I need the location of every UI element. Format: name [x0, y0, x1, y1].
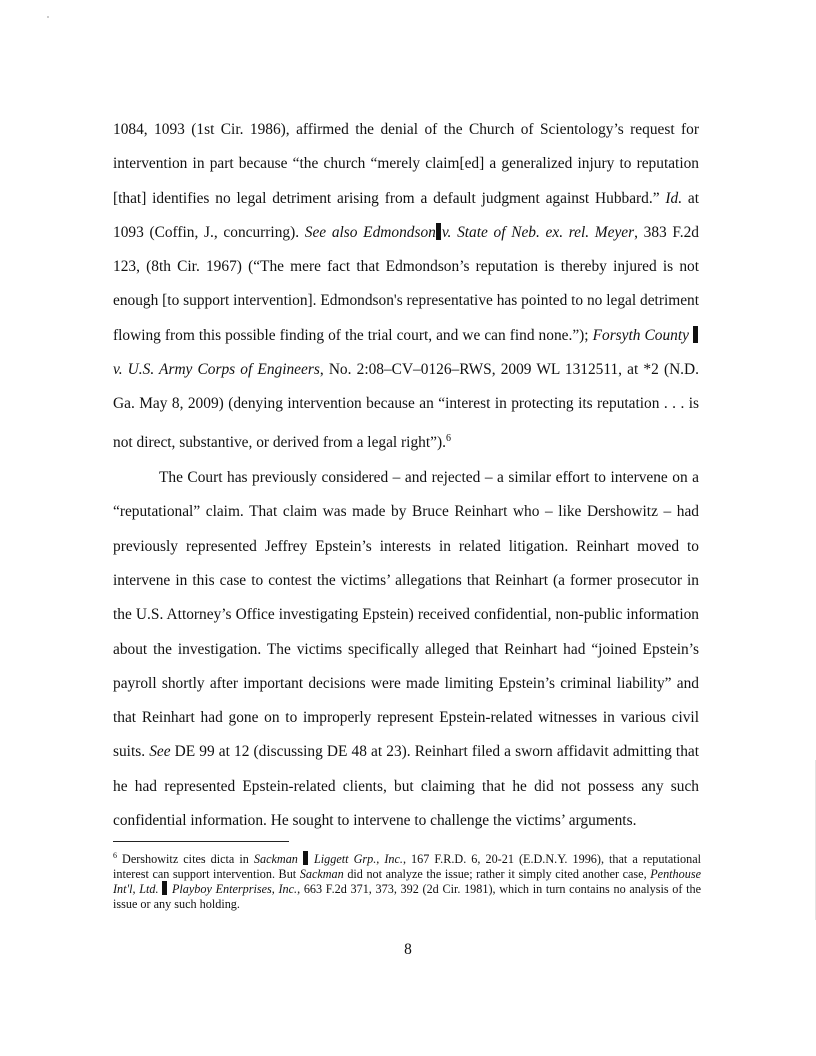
text-run: , 663 F.2d 371, 373, 392 (2d Cir. 1981), which in turn contains no analysis of the issue or any such holding. — [113, 882, 702, 911]
text-run: did not analyze the issue; rather it simply cited another case, — [343, 866, 651, 881]
case-cite: Id. — [665, 189, 683, 207]
text-run: The Court has previously considered – and rejected – a similar effort to intervene on a “reputational” claim. That claim was made by Bruce Reinhart who – like Dershowitz – had previously represented Jeffrey Epstein’s interests in related litigation. Reinhart moved to intervene in this case to contest the victims’ allegations that Reinhart (a former prosecutor in the U.S. Attorney’s Office investigating Epstein) received confidential, non-public information about the investigation. The victims specifically alleged that Reinhart had “joined Epstein’s payroll shortly after important decisions were made limiting Epstein’s criminal liability” and that Reinhart had gone on to improperly represent Epstein-related witnesses in various civil suits. — [113, 469, 699, 761]
paragraph-2 — [113, 461, 699, 838]
redaction-mark — [303, 851, 308, 865]
document-body — [113, 113, 699, 838]
case-cite: Playboy Enterprises, Inc. — [171, 882, 298, 897]
signal-word: See — [149, 743, 171, 761]
footnote-6 — [113, 849, 701, 911]
case-cite: v. U.S. Army Corps of Engineers — [113, 361, 320, 379]
text-run: , 383 F.2d 123, (8th Cir. 1967) (“The mere fact that Edmondson’s reputation is thereby injured is not enough [to support intervention]. Edmondson's representative has pointed to no legal detriment flowing from this possible finding of the trial court, and we can find none.”); — [113, 223, 699, 344]
page-number: 8 — [404, 941, 412, 958]
footnote-ref: 6 — [445, 432, 451, 444]
redaction-mark — [162, 881, 167, 895]
paragraph-1 — [113, 113, 699, 460]
case-cite: Sackman — [253, 852, 298, 867]
text-run: , 167 F.R.D. 6, 20-21 (E.D.N.Y. 1996), that a reputational interest can support intervention. But — [113, 852, 702, 881]
footnote-number: 6 — [113, 851, 117, 860]
text-run: DE 99 at 12 (discussing DE 48 at 23). Reinhart filed a sworn affidavit admitting that he had represented Epstein-related clients, but claiming that he did not possess any such confidential information. He sought to intervene to challenge the victims’ arguments. — [113, 743, 700, 830]
scan-artifact — [47, 16, 49, 18]
case-cite: Forsyth County — [592, 326, 689, 344]
text-run: 1084, 1093 (1st Cir. 1986), affirmed the denial of the Church of Scientology’s request for intervention in part because “the church “merely claim[ed] a generalized injury to reputation [that] identifies no legal detriment arising from a default judgment against Hubbard.” — [113, 121, 699, 207]
case-cite: Sackman — [299, 866, 344, 881]
redaction-mark — [693, 326, 698, 343]
case-cite: Liggett Grp., Inc. — [314, 852, 403, 867]
text-run: at 1093 (Coffin, J., concurring). — [113, 189, 699, 241]
case-cite: See also Edmondson — [304, 223, 436, 241]
text-run: Dershowitz cites dicta in — [117, 852, 254, 867]
redaction-mark — [436, 223, 441, 240]
case-cite: v. State of Neb. ex. rel. Meyer — [441, 223, 635, 241]
footnote-divider — [113, 841, 289, 842]
text-run: , No. 2:08–CV–0126–RWS, 2009 WL 1312511, at *2 (N.D. Ga. May 8, 2009) (denying intervention because an “interest in protecting its reputation . . . is not direct, substantive, or derived from a legal right”). — [113, 361, 699, 451]
case-cite: Penthouse Int'l, Ltd. — [113, 866, 701, 897]
